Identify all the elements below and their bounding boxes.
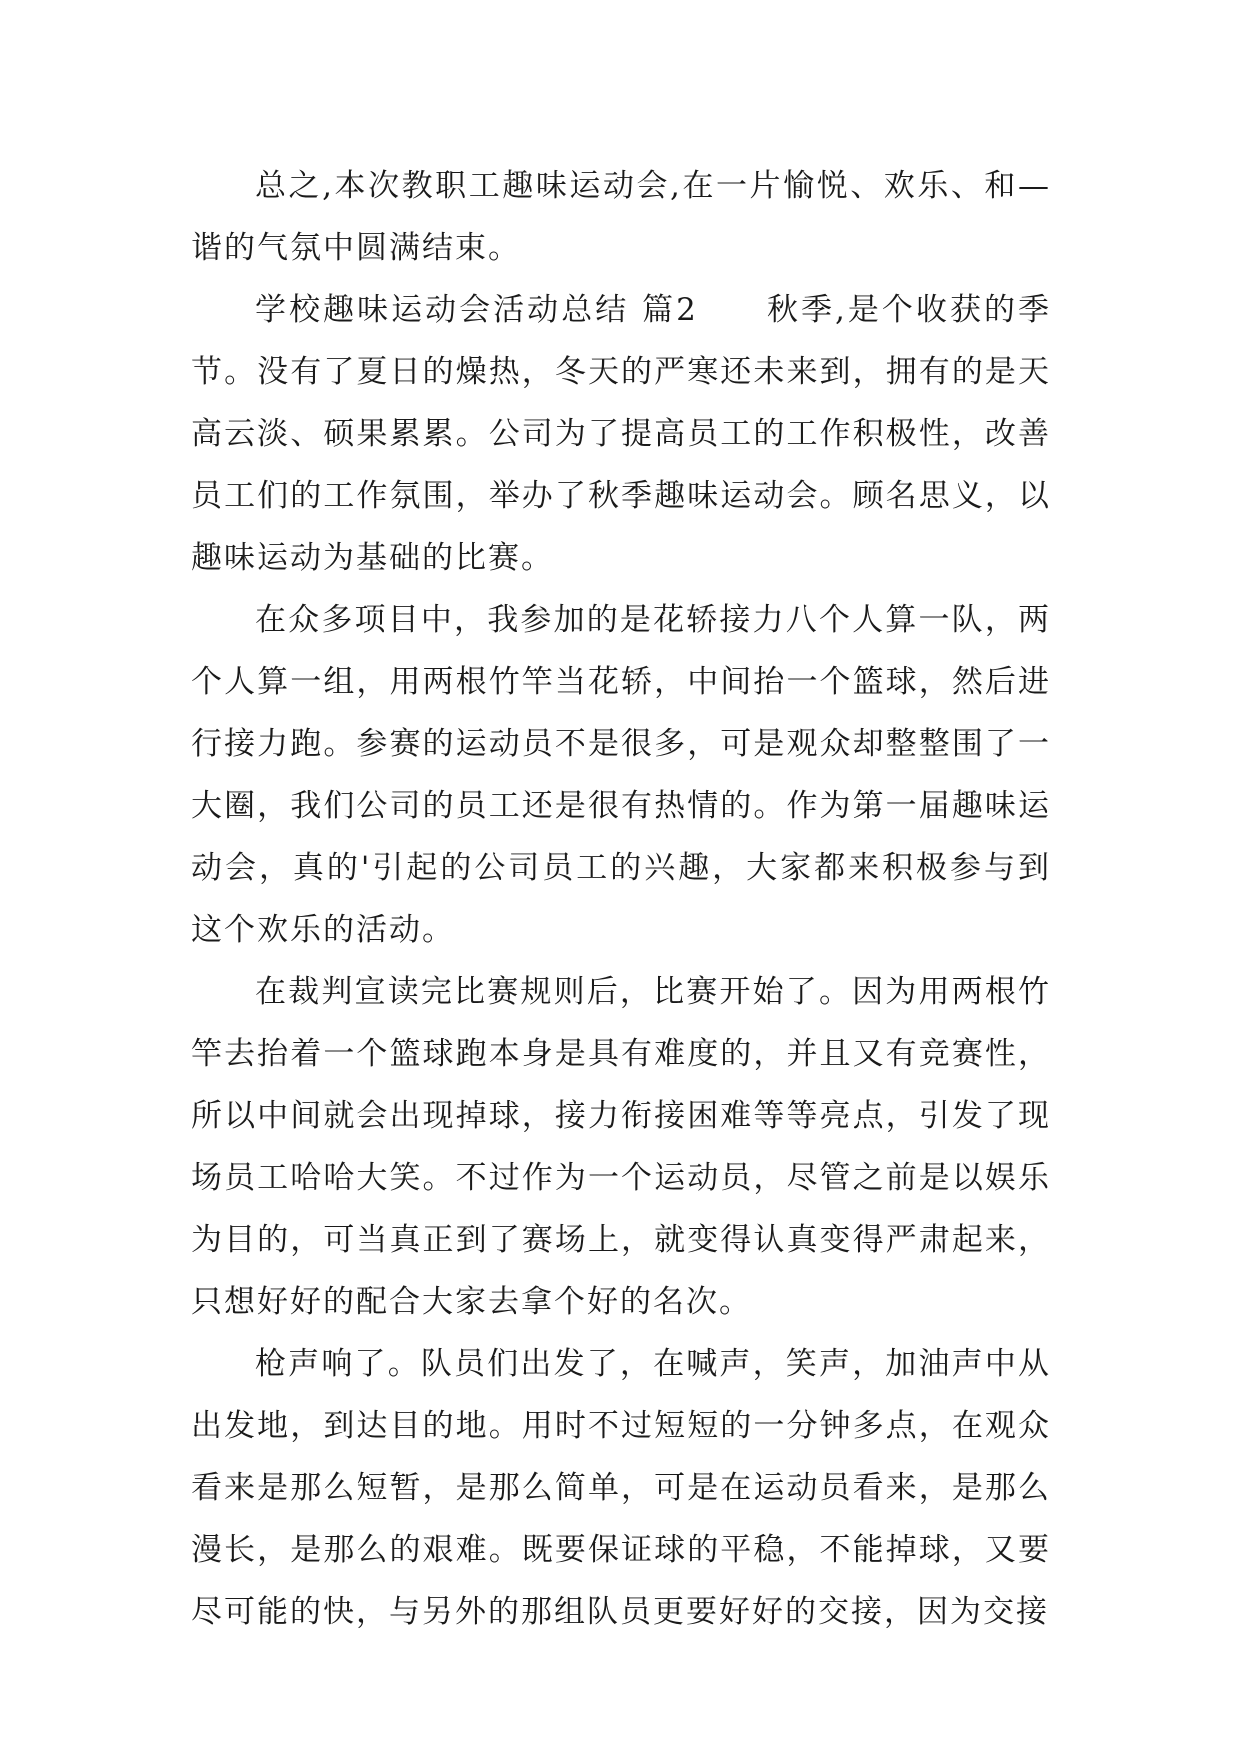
paragraph-gunshot: 枪声响了。队员们出发了，在喊声，笑声，加油声中从出发地，到达目的地。用时不过短短的一分钟多点，在观众看来是那么短暂，是那么简单，可是在运动员看来，是那么漫长，是那么的艰难。既要保证球的平稳，不能掉球，又要尽可能的快，与另外的那组队员更要好好的交接，因为交接 bbox=[191, 1346, 1051, 1630]
paragraph-relay-event: 在众多项目中，我参加的是花轿接力八个人算一队，两个人算一组，用两根竹竿当花轿，中间抬一个篮球，然后进行接力跑。参赛的运动员不是很多，可是观众却整整围了一大圈，我们公司的员工还是很有热情的。作为第一届趣味运动会，真的'引起的公司员工的兴趣，大家都来积极参与到这个欢乐的活动。 bbox=[191, 602, 1051, 948]
document-body bbox=[191, 155, 1051, 1643]
paragraph-section-2-intro: 学校趣味运动会活动总结 篇2 秋季,是个收获的季节。没有了夏日的燥热，冬天的严寒还未来到，拥有的是天高云淡、硕果累累。公司为了提高员工的工作积极性，改善员工们的工作氛围，举办了秋季趣味运动会。顾名思义，以趣味运动为基础的比赛。 bbox=[191, 292, 1051, 576]
paragraph-closing: 总之,本次教职工趣味运动会,在一片愉悦、欢乐、和—谐的气氛中圆满结束。 bbox=[191, 168, 1051, 266]
paragraph-race-start: 在裁判宣读完比赛规则后，比赛开始了。因为用两根竹竿去抬着一个篮球跑本身是具有难度的，并且又有竞赛性，所以中间就会出现掉球，接力衔接困难等等亮点，引发了现场员工哈哈大笑。不过作为一个运动员，尽管之前是以娱乐为目的，可当真正到了赛场上，就变得认真变得严肃起来，只想好好的配合大家去拿个好的名次。 bbox=[191, 974, 1051, 1320]
